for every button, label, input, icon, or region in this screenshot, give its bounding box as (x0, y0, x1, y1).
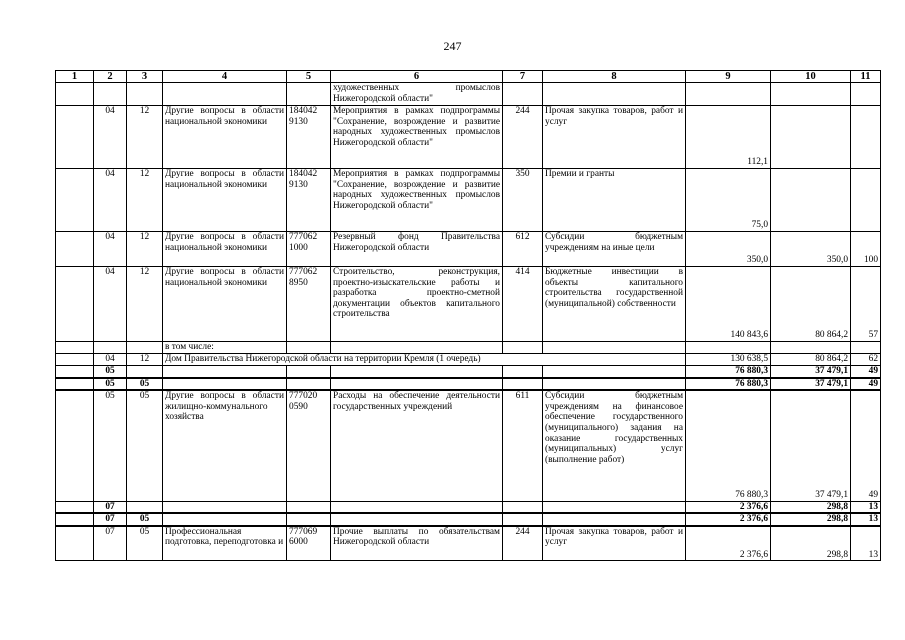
col-header: 4 (163, 71, 287, 83)
table-row (56, 169, 881, 232)
cell (503, 513, 543, 526)
table-row (56, 366, 881, 378)
cell: 07 (94, 501, 127, 513)
cell (287, 342, 331, 354)
cell: Другие вопросы в области национальной экономики (163, 106, 287, 169)
cell: 05 (94, 366, 127, 378)
cell: Строительство, реконструкция, проектно-изыскательские работы и разработка проектно-сметной документации объектов капитального строительства (331, 267, 503, 342)
cell (127, 501, 163, 513)
table-row (56, 354, 881, 366)
cell: 04 (94, 354, 127, 366)
cell (163, 83, 287, 106)
cell: 244 (503, 106, 543, 169)
cell: 350,0 (771, 232, 851, 267)
col-header: 1 (56, 71, 94, 83)
cell (163, 378, 287, 391)
cell (331, 366, 503, 378)
col-header: 10 (771, 71, 851, 83)
cell: 184042 9130 (287, 169, 331, 232)
cell (543, 83, 686, 106)
col-header: 3 (127, 71, 163, 83)
cell (851, 169, 881, 232)
cell: 76 880,3 (686, 378, 771, 391)
cell: 13 (851, 501, 881, 513)
cell: 140 843,6 (686, 267, 771, 342)
table-row (56, 106, 881, 169)
cell (127, 83, 163, 106)
cell (543, 501, 686, 513)
cell (163, 513, 287, 526)
cell (56, 83, 94, 106)
col-header: 9 (686, 71, 771, 83)
cell (503, 378, 543, 391)
col-header: 7 (503, 71, 543, 83)
cell: 13 (851, 526, 881, 561)
cell: Субсидии бюджетным учреждениям на финансовое обеспечение государственного (муниципального) задания на оказание государственных (муниципальных) услуг (выполнение работ) (543, 390, 686, 501)
col-header: 6 (331, 71, 503, 83)
table-row (56, 342, 881, 354)
cell (331, 501, 503, 513)
cell (56, 169, 94, 232)
cell: 80 864,2 (771, 354, 851, 366)
cell: 62 (851, 354, 881, 366)
cell: 07 (94, 513, 127, 526)
cell (503, 366, 543, 378)
table-row (56, 267, 881, 342)
table-row (56, 526, 881, 561)
cell (503, 342, 543, 354)
cell: Другие вопросы в области жилищно-коммунального хозяйства (163, 390, 287, 501)
table-row (56, 390, 881, 501)
cell (543, 513, 686, 526)
cell: 37 479,1 (771, 366, 851, 378)
cell: 13 (851, 513, 881, 526)
cell (686, 342, 771, 354)
cell (127, 342, 163, 354)
cell (543, 378, 686, 391)
cell: 777062 8950 (287, 267, 331, 342)
cell: 05 (127, 526, 163, 561)
cell: 76 880,3 (686, 390, 771, 501)
cell: 777062 1000 (287, 232, 331, 267)
cell (331, 513, 503, 526)
cell (56, 390, 94, 501)
cell (56, 232, 94, 267)
cell (771, 342, 851, 354)
cell: Другие вопросы в области национальной экономики (163, 232, 287, 267)
cell: Резервный фонд Правительства Нижегородской области (331, 232, 503, 267)
cell (331, 342, 503, 354)
col-header: 8 (543, 71, 686, 83)
cell: 12 (127, 106, 163, 169)
cell (851, 83, 881, 106)
cell: 12 (127, 232, 163, 267)
cell (94, 83, 127, 106)
cell: Премии и гранты (543, 169, 686, 232)
cell: Прочая закупка товаров, работ и услуг (543, 106, 686, 169)
cell (56, 501, 94, 513)
cell (771, 83, 851, 106)
cell: 75,0 (686, 169, 771, 232)
cell: 350,0 (686, 232, 771, 267)
cell: 12 (127, 267, 163, 342)
cell: Другие вопросы в области национальной экономики (163, 169, 287, 232)
col-header: 5 (287, 71, 331, 83)
cell (543, 366, 686, 378)
budget-table (55, 70, 881, 561)
cell (851, 342, 881, 354)
cell: 612 (503, 232, 543, 267)
cell: 04 (94, 267, 127, 342)
cell: Профессиональная подготовка, переподготовка и (163, 526, 287, 561)
table-row (56, 83, 881, 106)
cell (503, 83, 543, 106)
cell: 07 (94, 526, 127, 561)
cell (56, 513, 94, 526)
cell (543, 342, 686, 354)
cell: 37 479,1 (771, 390, 851, 501)
cell (771, 106, 851, 169)
cell (331, 378, 503, 391)
cell: 12 (127, 169, 163, 232)
cell: 57 (851, 267, 881, 342)
cell (287, 378, 331, 391)
cell: 04 (94, 106, 127, 169)
cell (56, 526, 94, 561)
cell (56, 378, 94, 391)
cell: в том числе: (163, 342, 287, 354)
cell: 298,8 (771, 501, 851, 513)
cell: 414 (503, 267, 543, 342)
cell (94, 342, 127, 354)
table-row (56, 232, 881, 267)
cell: 76 880,3 (686, 366, 771, 378)
cell: 112,1 (686, 106, 771, 169)
span-cell: Дом Правительства Нижегородской области на территории Кремля (1 очередь) (163, 354, 686, 366)
cell: 298,8 (771, 513, 851, 526)
cell: 49 (851, 366, 881, 378)
cell: 130 638,5 (686, 354, 771, 366)
cell: 2 376,6 (686, 513, 771, 526)
cell: Другие вопросы в области национальной экономики (163, 267, 287, 342)
cell: 12 (127, 354, 163, 366)
cell (287, 501, 331, 513)
cell: 05 (127, 378, 163, 391)
cell: 298,8 (771, 526, 851, 561)
table-row (56, 501, 881, 513)
cell (771, 169, 851, 232)
page-number: 247 (443, 39, 462, 53)
cell (56, 342, 94, 354)
cell: 49 (851, 378, 881, 391)
table-row (56, 513, 881, 526)
cell: Расходы на обеспечение деятельности государственных учреждений (331, 390, 503, 501)
cell: Бюджетные инвестиции в объекты капитального строительства государственной (муниципальной) собственности (543, 267, 686, 342)
cell: Прочая закупка товаров, работ и услуг (543, 526, 686, 561)
cell: художественных промыслов Нижегородской области" (331, 83, 503, 106)
cell: 777069 6000 (287, 526, 331, 561)
col-header: 2 (94, 71, 127, 83)
cell (56, 106, 94, 169)
cell: 184042 9130 (287, 106, 331, 169)
cell: Субсидии бюджетным учреждениям на иные цели (543, 232, 686, 267)
cell: 05 (127, 390, 163, 501)
cell: 777020 0590 (287, 390, 331, 501)
cell: 244 (503, 526, 543, 561)
cell: Мероприятия в рамках подпрограммы "Сохранение, возрождение и развитие народных художественных промыслов Нижегородской области" (331, 106, 503, 169)
cell (503, 501, 543, 513)
cell (287, 366, 331, 378)
cell (287, 83, 331, 106)
cell: 05 (127, 513, 163, 526)
cell: 80 864,2 (771, 267, 851, 342)
cell: 37 479,1 (771, 378, 851, 391)
cell (163, 501, 287, 513)
cell: 611 (503, 390, 543, 501)
cell: 05 (94, 390, 127, 501)
cell (851, 106, 881, 169)
cell (56, 354, 94, 366)
col-header: 11 (851, 71, 881, 83)
cell (163, 366, 287, 378)
cell: 49 (851, 390, 881, 501)
cell (287, 513, 331, 526)
cell (686, 83, 771, 106)
cell: 05 (94, 378, 127, 391)
cell: 100 (851, 232, 881, 267)
cell: 2 376,6 (686, 526, 771, 561)
cell: 2 376,6 (686, 501, 771, 513)
table-row (56, 378, 881, 391)
cell: 04 (94, 232, 127, 267)
header-row (56, 71, 881, 83)
cell: 04 (94, 169, 127, 232)
cell (127, 366, 163, 378)
cell (56, 366, 94, 378)
cell (56, 267, 94, 342)
cell: Мероприятия в рамках подпрограммы "Сохранение, возрождение и развитие народных художественных промыслов Нижегородской области" (331, 169, 503, 232)
cell: 350 (503, 169, 543, 232)
cell: Прочие выплаты по обязательствам Нижегородской области (331, 526, 503, 561)
